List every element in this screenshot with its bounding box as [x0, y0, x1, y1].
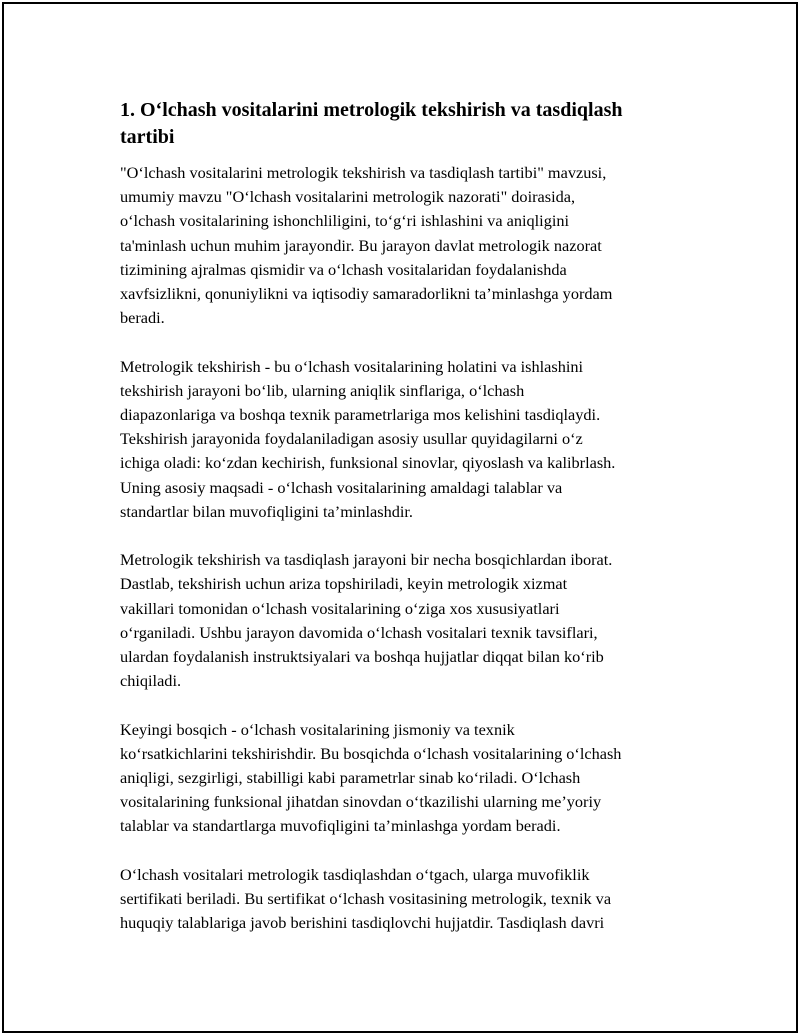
paragraph-4: Keyingi bosqich - o‘lchash vositalarining jismoniy va texnik ko‘rsatkichlarini tekshirishdir. Bu bosqichda o‘lchash vositalarining o‘lchash aniqligi, sezgirligi, stabilligi kabi parametrlar sinab ko‘riladi. O‘lchash vositalarining funksional jihatdan sinovdan o‘tkazilishi ularning me’yoriy talablar va standartlarga muvofiqligini ta’minlashga yordam beradi.	[120, 719, 622, 836]
document-page	[2, 2, 798, 1033]
paragraph-1: "O‘lchash vositalarini metrologik tekshirish va tasdiqlash tartibi" mavzusi, umumiy mavzu "O‘lchash vositalarini metrologik nazorati" doirasida, o‘lchash vositalarining ishonchliligini, to‘g‘ri ishlashini va aniqligini ta'minlash uchun muhim jarayondir. Bu jarayon davlat metrologik nazorat tizimining ajralmas qismidir va o‘lchash vositalaridan foydalanishda xavfsizlikni, qonuniylikni va iqtisodiy samaradorlikni ta’minlashga yordam beradi.	[120, 163, 613, 328]
paragraph-5: O‘lchash vositalari metrologik tasdiqlashdan o‘tgach, ularga muvofiklik sertifikati beriladi. Bu sertifikat o‘lchash vositasining metrologik, texnik va huquqiy talablariga javob berishini tasdiqlovchi hujjatdir. Tasdiqlash davri	[120, 864, 612, 933]
document-body	[120, 97, 692, 960]
paragraph-2: Metrologik tekshirish - bu o‘lchash vositalarining holatini va ishlashini tekshirish jarayoni bo‘lib, ularning aniqlik sinflariga, o‘lchash diapazonlariga va boshqa texnik parametrlariga mos kelishini tasdiqlaydi. Tekshirish jarayonida foydalaniladigan asosiy usullar quyidagilarni o‘z ichiga oladi: ko‘zdan kechirish, funksional sinovlar, qiyoslash va kalibrlash. Uning asosiy maqsadi - o‘lchash vositalarining amaldagi talablar va standartlar bilan muvofiqligini ta’minlashdir.	[120, 356, 616, 521]
section-heading: 1. O‘lchash vositalarini metrologik tekshirish va tasdiqlash tartibi	[120, 99, 623, 148]
paragraph-3: Metrologik tekshirish va tasdiqlash jarayoni bir necha bosqichlardan iborat. Dastlab, tekshirish uchun ariza topshiriladi, keyin metrologik xizmat vakillari tomonidan o‘lchash vositalarining o‘ziga xos xususiyatlari o‘rganiladi. Ushbu jarayon davomida o‘lchash vositalari texnik tavsiflari, ulardan foydalanish instruktsiyalari va boshqa hujjatlar diqqat bilan ko‘rib chiqiladi.	[120, 550, 613, 691]
